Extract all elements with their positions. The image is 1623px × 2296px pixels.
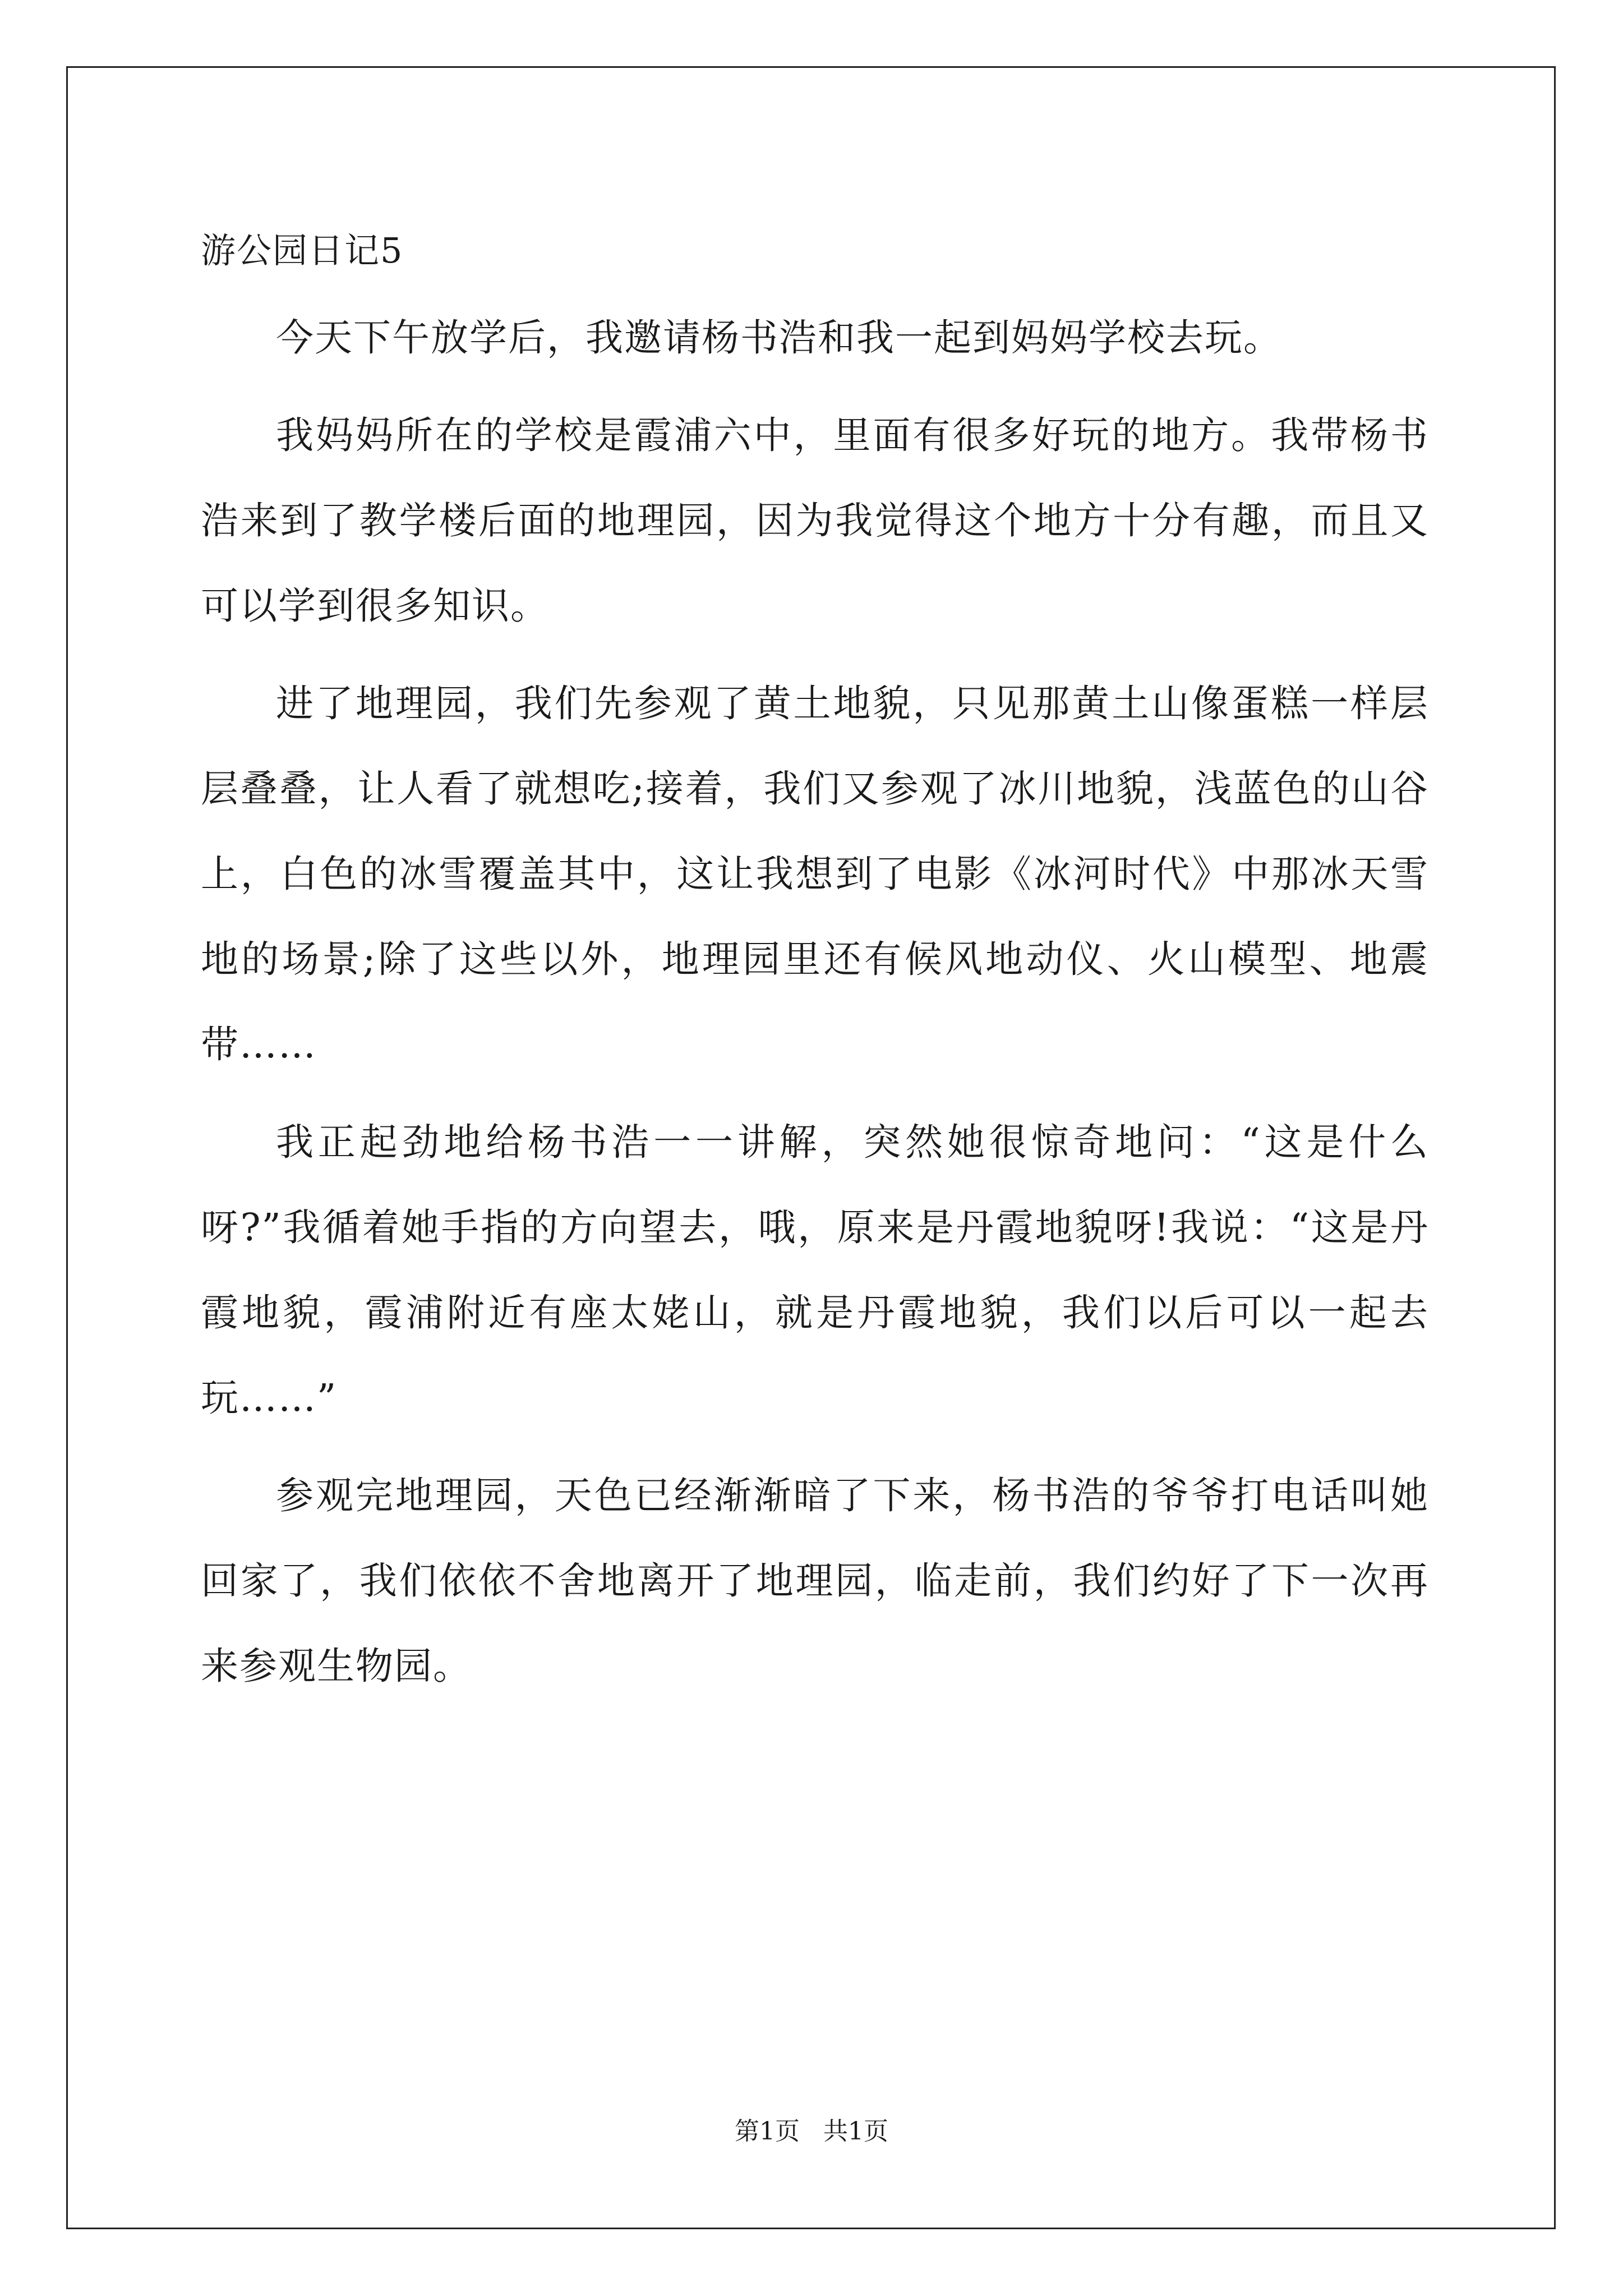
paragraph-5: 参观完地理园，天色已经渐渐暗了下来，杨书浩的爷爷打电话叫她回家了，我们依依不舍地离开了地理园，临走前，我们约好了下一次再来参观生物园。 [201,1474,1429,1688]
paragraph-3: 进了地理园，我们先参观了黄土地貌，只见那黄土山像蛋糕一样层层叠叠，让人看了就想吃;接着，我们又参观了冰川地貌，浅蓝色的山谷上，白色的冰雪覆盖其中，这让我想到了电影《冰河时代》中那冰天雪地的场景;除了这些以外，地理园里还有候风地动仪、火山模型、地震带…… [201,682,1429,1066]
page-footer: 第1页 共1页 [735,2117,888,2146]
paragraph-2: 我妈妈所在的学校是霞浦六中，里面有很多好玩的地方。我带杨书浩来到了教学楼后面的地理园，因为我觉得这个地方十分有趣，而且又可以学到很多知识。 [201,413,1429,628]
document-title: 游公园日记5 [201,230,404,271]
paragraph-4: 我正起劲地给杨书浩一一讲解，突然她很惊奇地问：“这是什么呀?”我循着她手指的方向望去，哦，原来是丹霞地貌呀!我说：“这是丹霞地貌，霞浦附近有座太姥山，就是丹霞地貌，我们以后可以一起去玩……” [201,1120,1429,1420]
paragraph-1: 今天下午放学后，我邀请杨书浩和我一起到妈妈学校去玩。 [276,316,1282,360]
document-body [201,295,1429,1721]
